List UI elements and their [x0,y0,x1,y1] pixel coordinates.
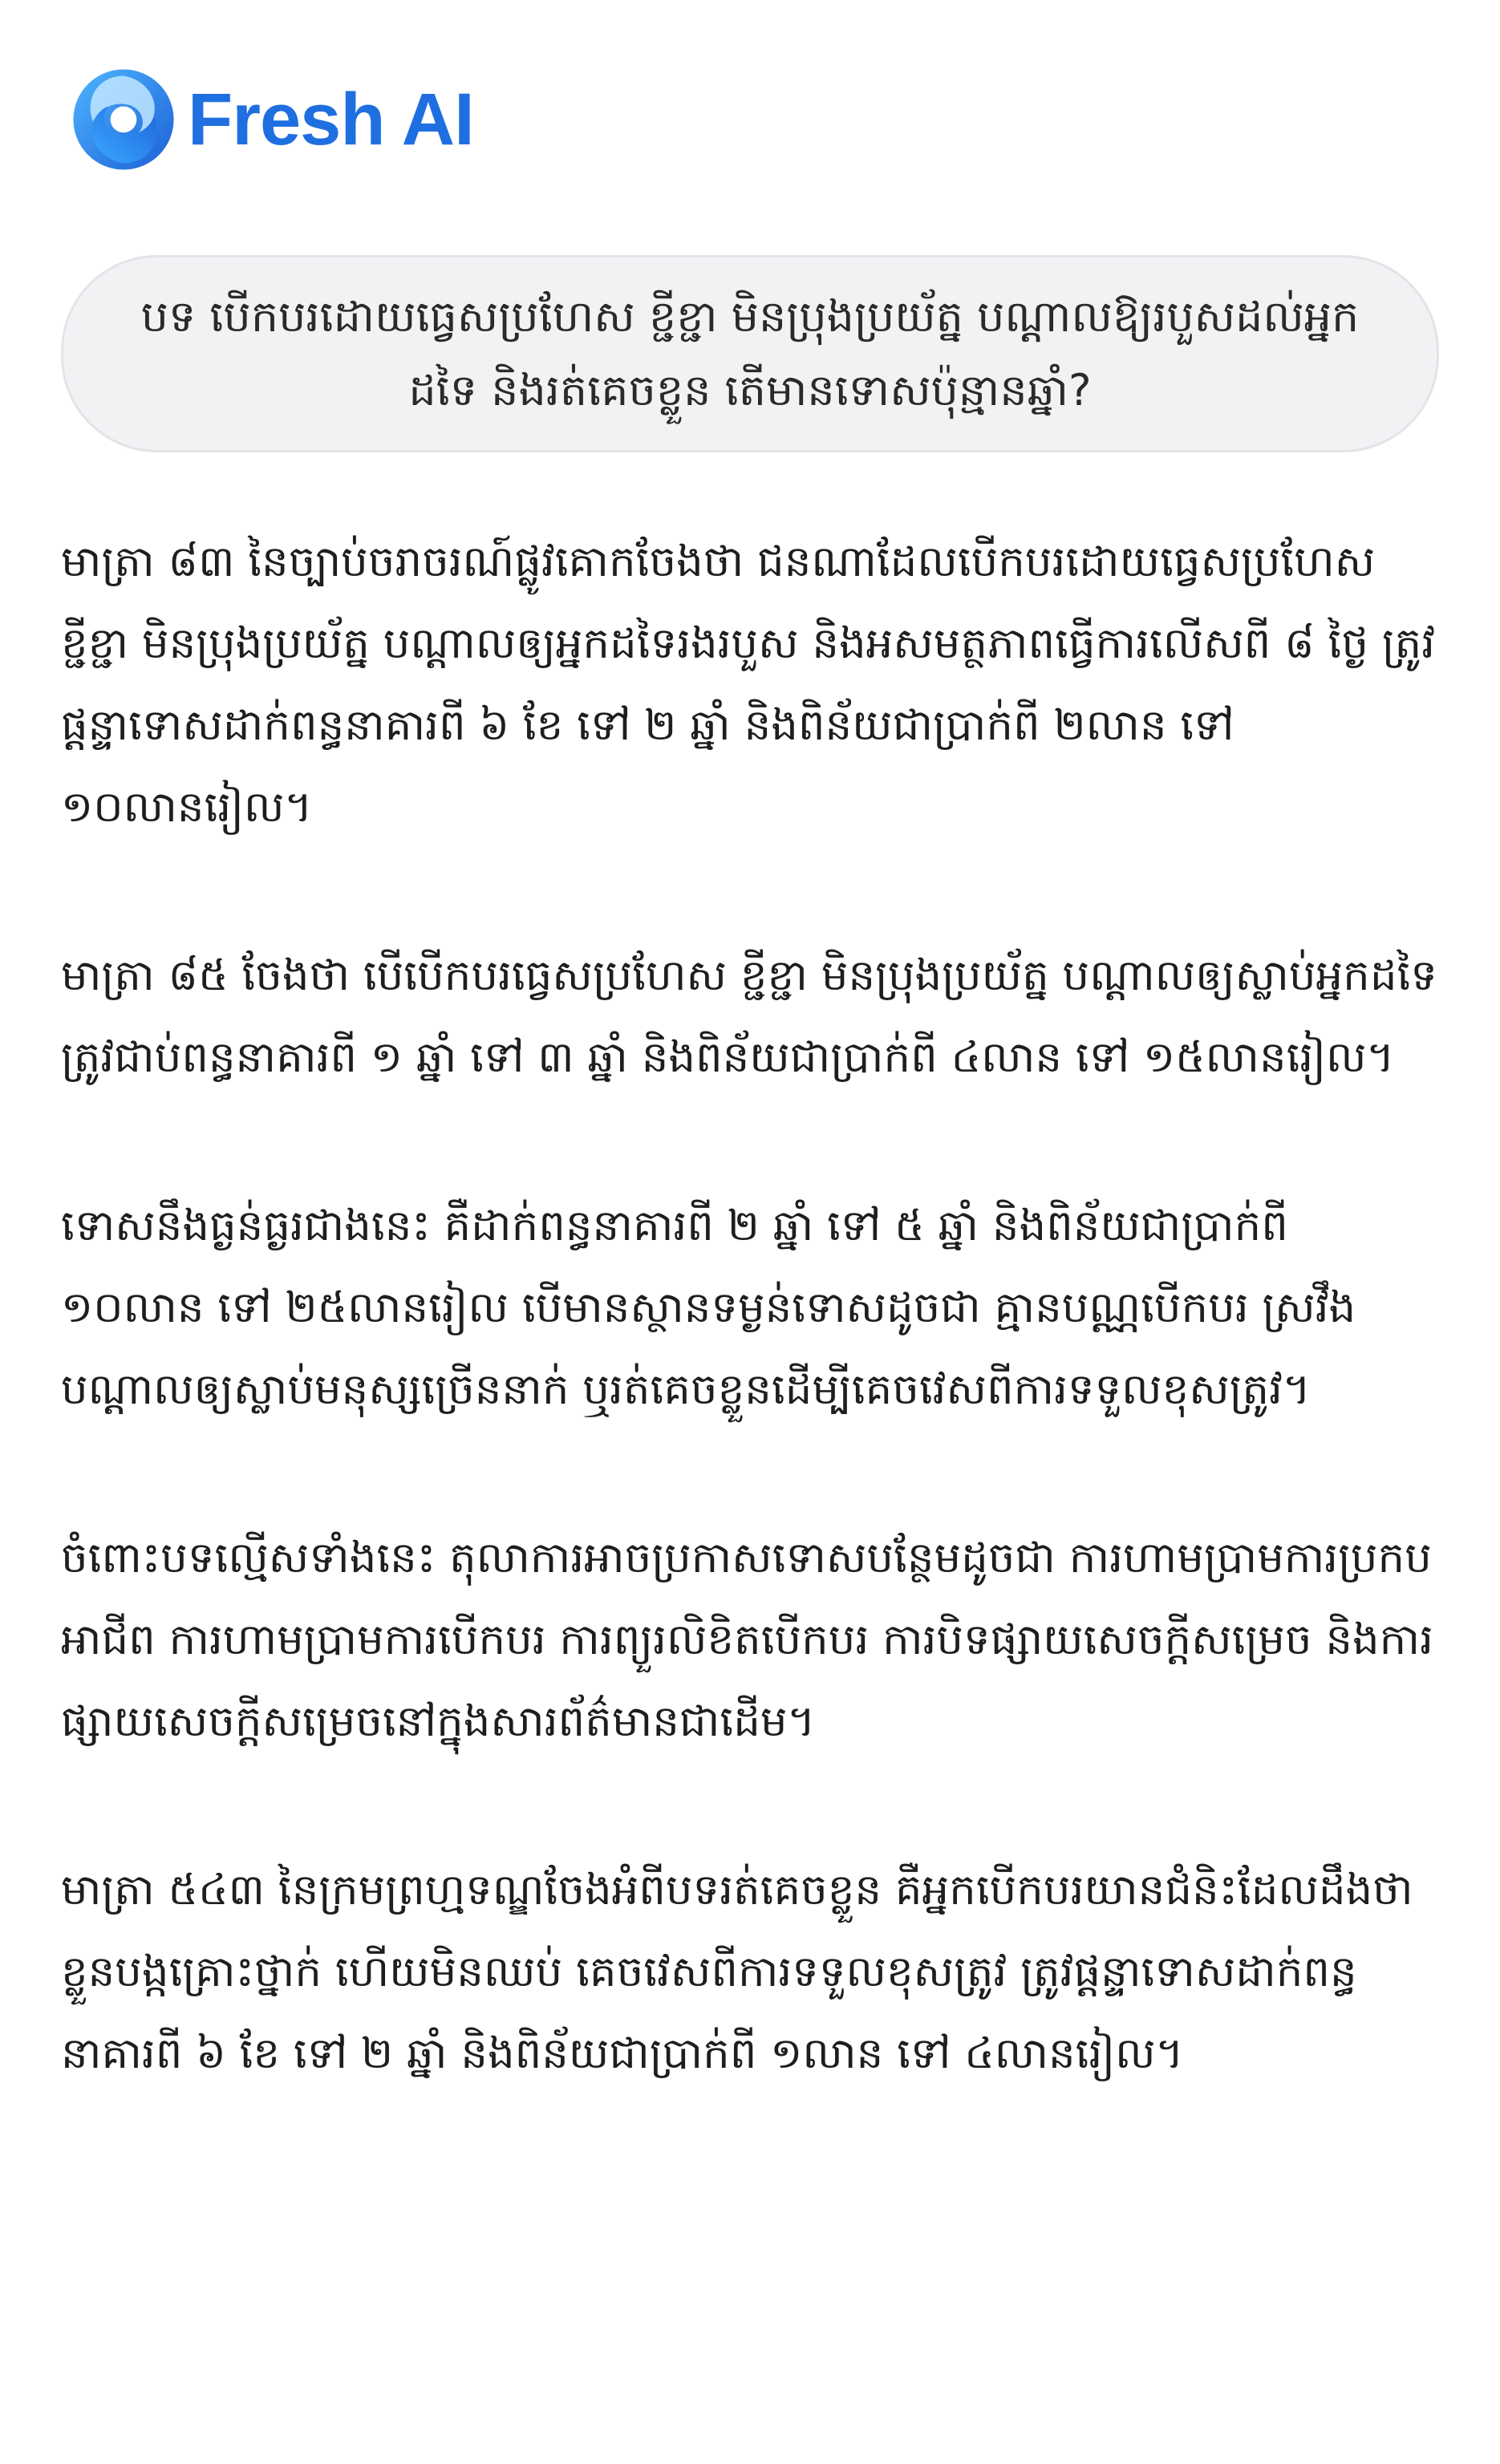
user-question-bubble [61,255,1439,452]
app-header [69,67,474,172]
answer-paragraph: មាត្រា ៥៤៣ នៃក្រមព្រហ្មទណ្ឌចែងអំពីបទរត់គេចខ្លួន គឺអ្នកបើកបរយានជំនិះដែលដឹងថាខ្លួនបង្កគ្រោះថ្នាក់ ហើយមិនឈប់ គេចវេសពីការទទួលខុសត្រូវ ត្រូវផ្ដន្ទាទោសដាក់ពន្ធនាគារពី ៦ ខែ ទៅ ២ ឆ្នាំ និងពិន័យជាប្រាក់ពី ១លាន ទៅ ៤លានរៀល។ [61,1866,1413,2078]
assistant-answer [61,521,1444,2182]
swirl-logo-icon [69,65,178,174]
answer-paragraph: ចំពោះបទល្មើសទាំងនេះ តុលាការអាចប្រកាសទោសបន្ថែមដូចជា ការហាមប្រាមការប្រកបអាជីព ការហាមប្រាមការបើកបរ ការព្យួរលិខិតបើកបរ ការបិទផ្សាយសេចក្ដីសម្រេច និងការផ្សាយសេចក្ដីសម្រេចនៅក្នុងសារព័ត៌មានជាដើម។ [61,1534,1433,1746]
user-question-text: បទ បើកបរដោយធ្វេសប្រហែស ខ្ជីខ្ជា មិនប្រុងប្រយ័ត្ន បណ្ដាលឱ្យរបួសដល់អ្នកដទៃ និងរត់គេចខ្លួន តើមានទោសប៉ុន្មានឆ្នាំ? [140,291,1360,415]
answer-paragraph: មាត្រា ៨៥ ចែងថា បើបើកបរធ្វេសប្រហែស ខ្ជីខ្ជា មិនប្រុងប្រយ័ត្ន បណ្ដាលឲ្យស្លាប់អ្នកដទៃ ត្រូវជាប់ពន្ធនាគារពី ១ ឆ្នាំ ទៅ ៣ ឆ្នាំ និងពិន័យជាប្រាក់ពី ៤លាន ទៅ ១៥លានរៀល។ [61,951,1437,1082]
answer-paragraph: ទោសនឹងធ្ងន់ធ្ងរជាងនេះ គឺដាក់ពន្ធនាគារពី ២ ឆ្នាំ ទៅ ៥ ឆ្នាំ និងពិន័យជាប្រាក់ពី ១០លាន ទៅ ២៥លានរៀល បើមានស្ថានទម្ងន់ទោសដូចជា គ្មានបណ្ណបើកបរ ស្រវឹង បណ្ដាលឲ្យស្លាប់មនុស្សច្រើននាក់ ឬរត់គេចខ្លួនដើម្បីគេចវេសពីការទទួលខុសត្រូវ។ [61,1202,1356,1414]
brand-name: Fresh AI [188,79,474,160]
answer-paragraph: មាត្រា ៨៣ នៃច្បាប់ចរាចរណ៍ផ្លូវគោកចែងថា ជនណាដែលបើកបរដោយធ្វេសប្រហែស ខ្ជីខ្ជា មិនប្រុងប្រយ័ត្ន បណ្ដាលឲ្យអ្នកដទៃរងរបួស និងអសមត្ថភាពធ្វើការលើសពី ៨ ថ្ងៃ ត្រូវផ្ដន្ទាទោសដាក់ពន្ធនាគារពី ៦ ខែ ទៅ ២ ឆ្នាំ និងពិន័យជាប្រាក់ពី ២លាន ទៅ ១០លានរៀល។ [61,537,1436,832]
